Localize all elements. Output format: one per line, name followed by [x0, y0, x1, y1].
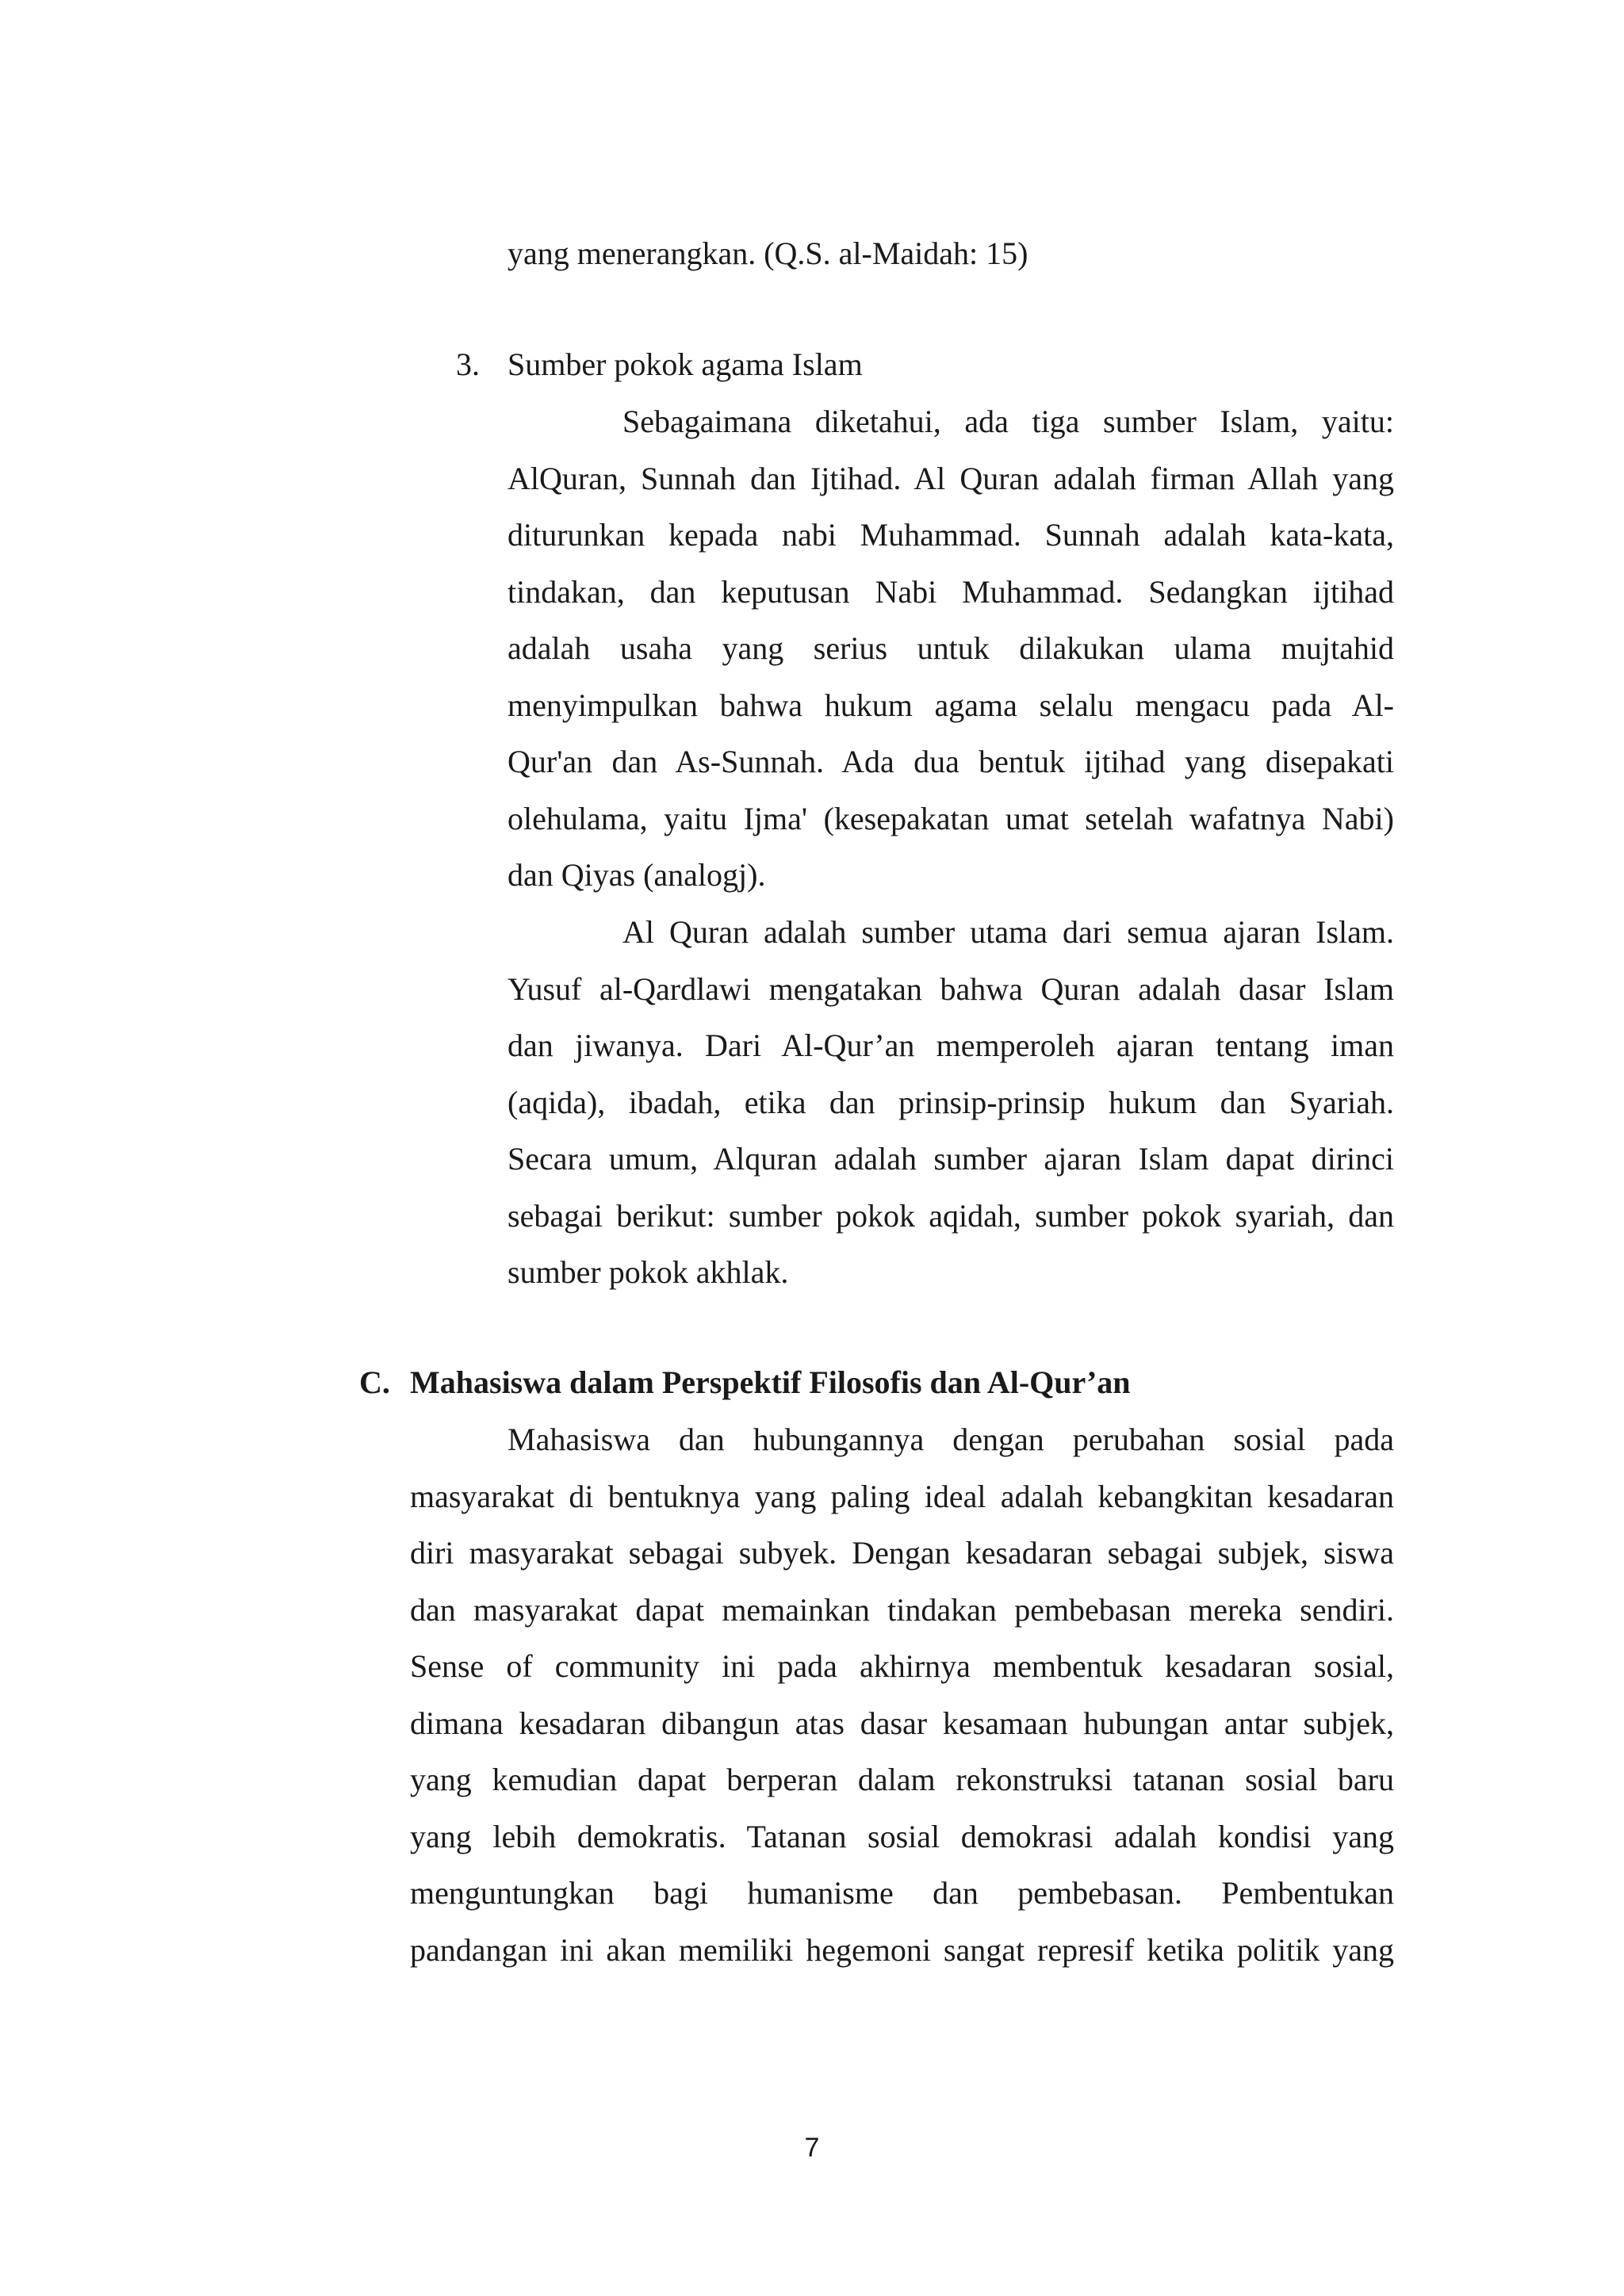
continuation-line: yang menerangkan. (Q.S. al-Maidah: 15) — [508, 235, 1028, 271]
sectionC-paragraph-body — [410, 1468, 1394, 1979]
item3-paragraph-1 — [622, 393, 1394, 450]
paragraph-line: adalah usaha yang serius untuk dilakukan ulama mujtahid — [508, 630, 1394, 666]
paragraph-line: sebagai berikut: sumber pokok aqidah, sumber pokok syariah, dan — [508, 1197, 1394, 1234]
sectionC-paragraph-first-line — [508, 1411, 1394, 1468]
paragraph-line: menguntungkan bagi humanisme dan pembebasan. Pembentukan — [410, 1875, 1394, 1911]
paragraph-line: Sebagaimana diketahui, ada tiga sumber Islam, yaitu: — [622, 404, 1394, 439]
item3-paragraph-1-body — [508, 450, 1394, 904]
paragraph-line: AlQuran, Sunnah dan Ijtihad. Al Quran adalah firman Allah yang — [508, 460, 1394, 496]
page-number: 7 — [804, 2133, 820, 2163]
paragraph-line: dan jiwanya. Dari Al-Qur’an memperoleh ajaran tentang iman — [508, 1027, 1394, 1063]
paragraph-line: yang lebih demokratis. Tatanan sosial demokrasi adalah kondisi yang — [410, 1818, 1394, 1854]
paragraph-line: Al Quran adalah sumber utama dari semua ajaran Islam. — [622, 914, 1394, 950]
paragraph-line: dan Qiyas (analogj). — [508, 857, 766, 893]
paragraph-line: dan masyarakat dapat memainkan tindakan pembebasan mereka sendiri. — [410, 1591, 1394, 1628]
paragraph-line: dimana kesadaran dibangun atas dasar kesamaan hubungan antar subjek, — [410, 1705, 1394, 1741]
paragraph-line: masyarakat di bentuknya yang paling ideal adalah kebangkitan kesadaran — [410, 1478, 1394, 1514]
section-letter: C. — [359, 1364, 390, 1400]
paragraph-line: Qur'an dan As-Sunnah. Ada dua bentuk ijtihad yang disepakati — [508, 744, 1394, 779]
item3-paragraph-2-body — [508, 961, 1394, 1301]
paragraph-line: Sense of community ini pada akhirnya membentuk kesadaran sosial, — [410, 1648, 1394, 1684]
paragraph-line: Mahasiswa dan hubungannya dengan perubahan sosial pada — [508, 1422, 1394, 1457]
paragraph-line: tindakan, dan keputusan Nabi Muhammad. Sedangkan ijtihad — [508, 573, 1394, 610]
paragraph-line: diri masyarakat sebagai subyek. Dengan kesadaran sebagai subjek, siswa — [410, 1535, 1394, 1571]
paragraph-line: yang kemudian dapat berperan dalam rekonstruksi tatanan sosial baru — [410, 1762, 1394, 1797]
paragraph-line: Secara umum, Alquran adalah sumber ajaran Islam dapat dirinci — [508, 1141, 1394, 1177]
paragraph-line: pandangan ini akan memiliki hegemoni sangat represif ketika politik yang — [410, 1931, 1394, 1968]
paragraph-line: Yusuf al-Qardlawi mengatakan bahwa Quran adalah dasar Islam — [508, 970, 1394, 1007]
paragraph-line: diturunkan kepada nabi Muhammad. Sunnah adalah kata-kata, — [508, 517, 1394, 553]
paragraph-line: menyimpulkan bahwa hukum agama selalu mengacu pada Al- — [508, 687, 1394, 723]
paragraph-line: olehulama, yaitu Ijma' (kesepakatan umat setelah wafatnya Nabi) — [508, 800, 1394, 836]
paragraph-line: (aqida), ibadah, etika dan prinsip-prinsip hukum dan Syariah. — [508, 1084, 1394, 1120]
item3-paragraph-2 — [622, 904, 1394, 961]
section-heading: Mahasiswa dalam Perspektif Filosofis dan Al-Qur’an — [410, 1364, 1131, 1400]
list-item-title: Sumber pokok agama Islam — [508, 346, 863, 382]
list-number: 3. — [456, 346, 480, 382]
paragraph-line: sumber pokok akhlak. — [508, 1254, 789, 1290]
